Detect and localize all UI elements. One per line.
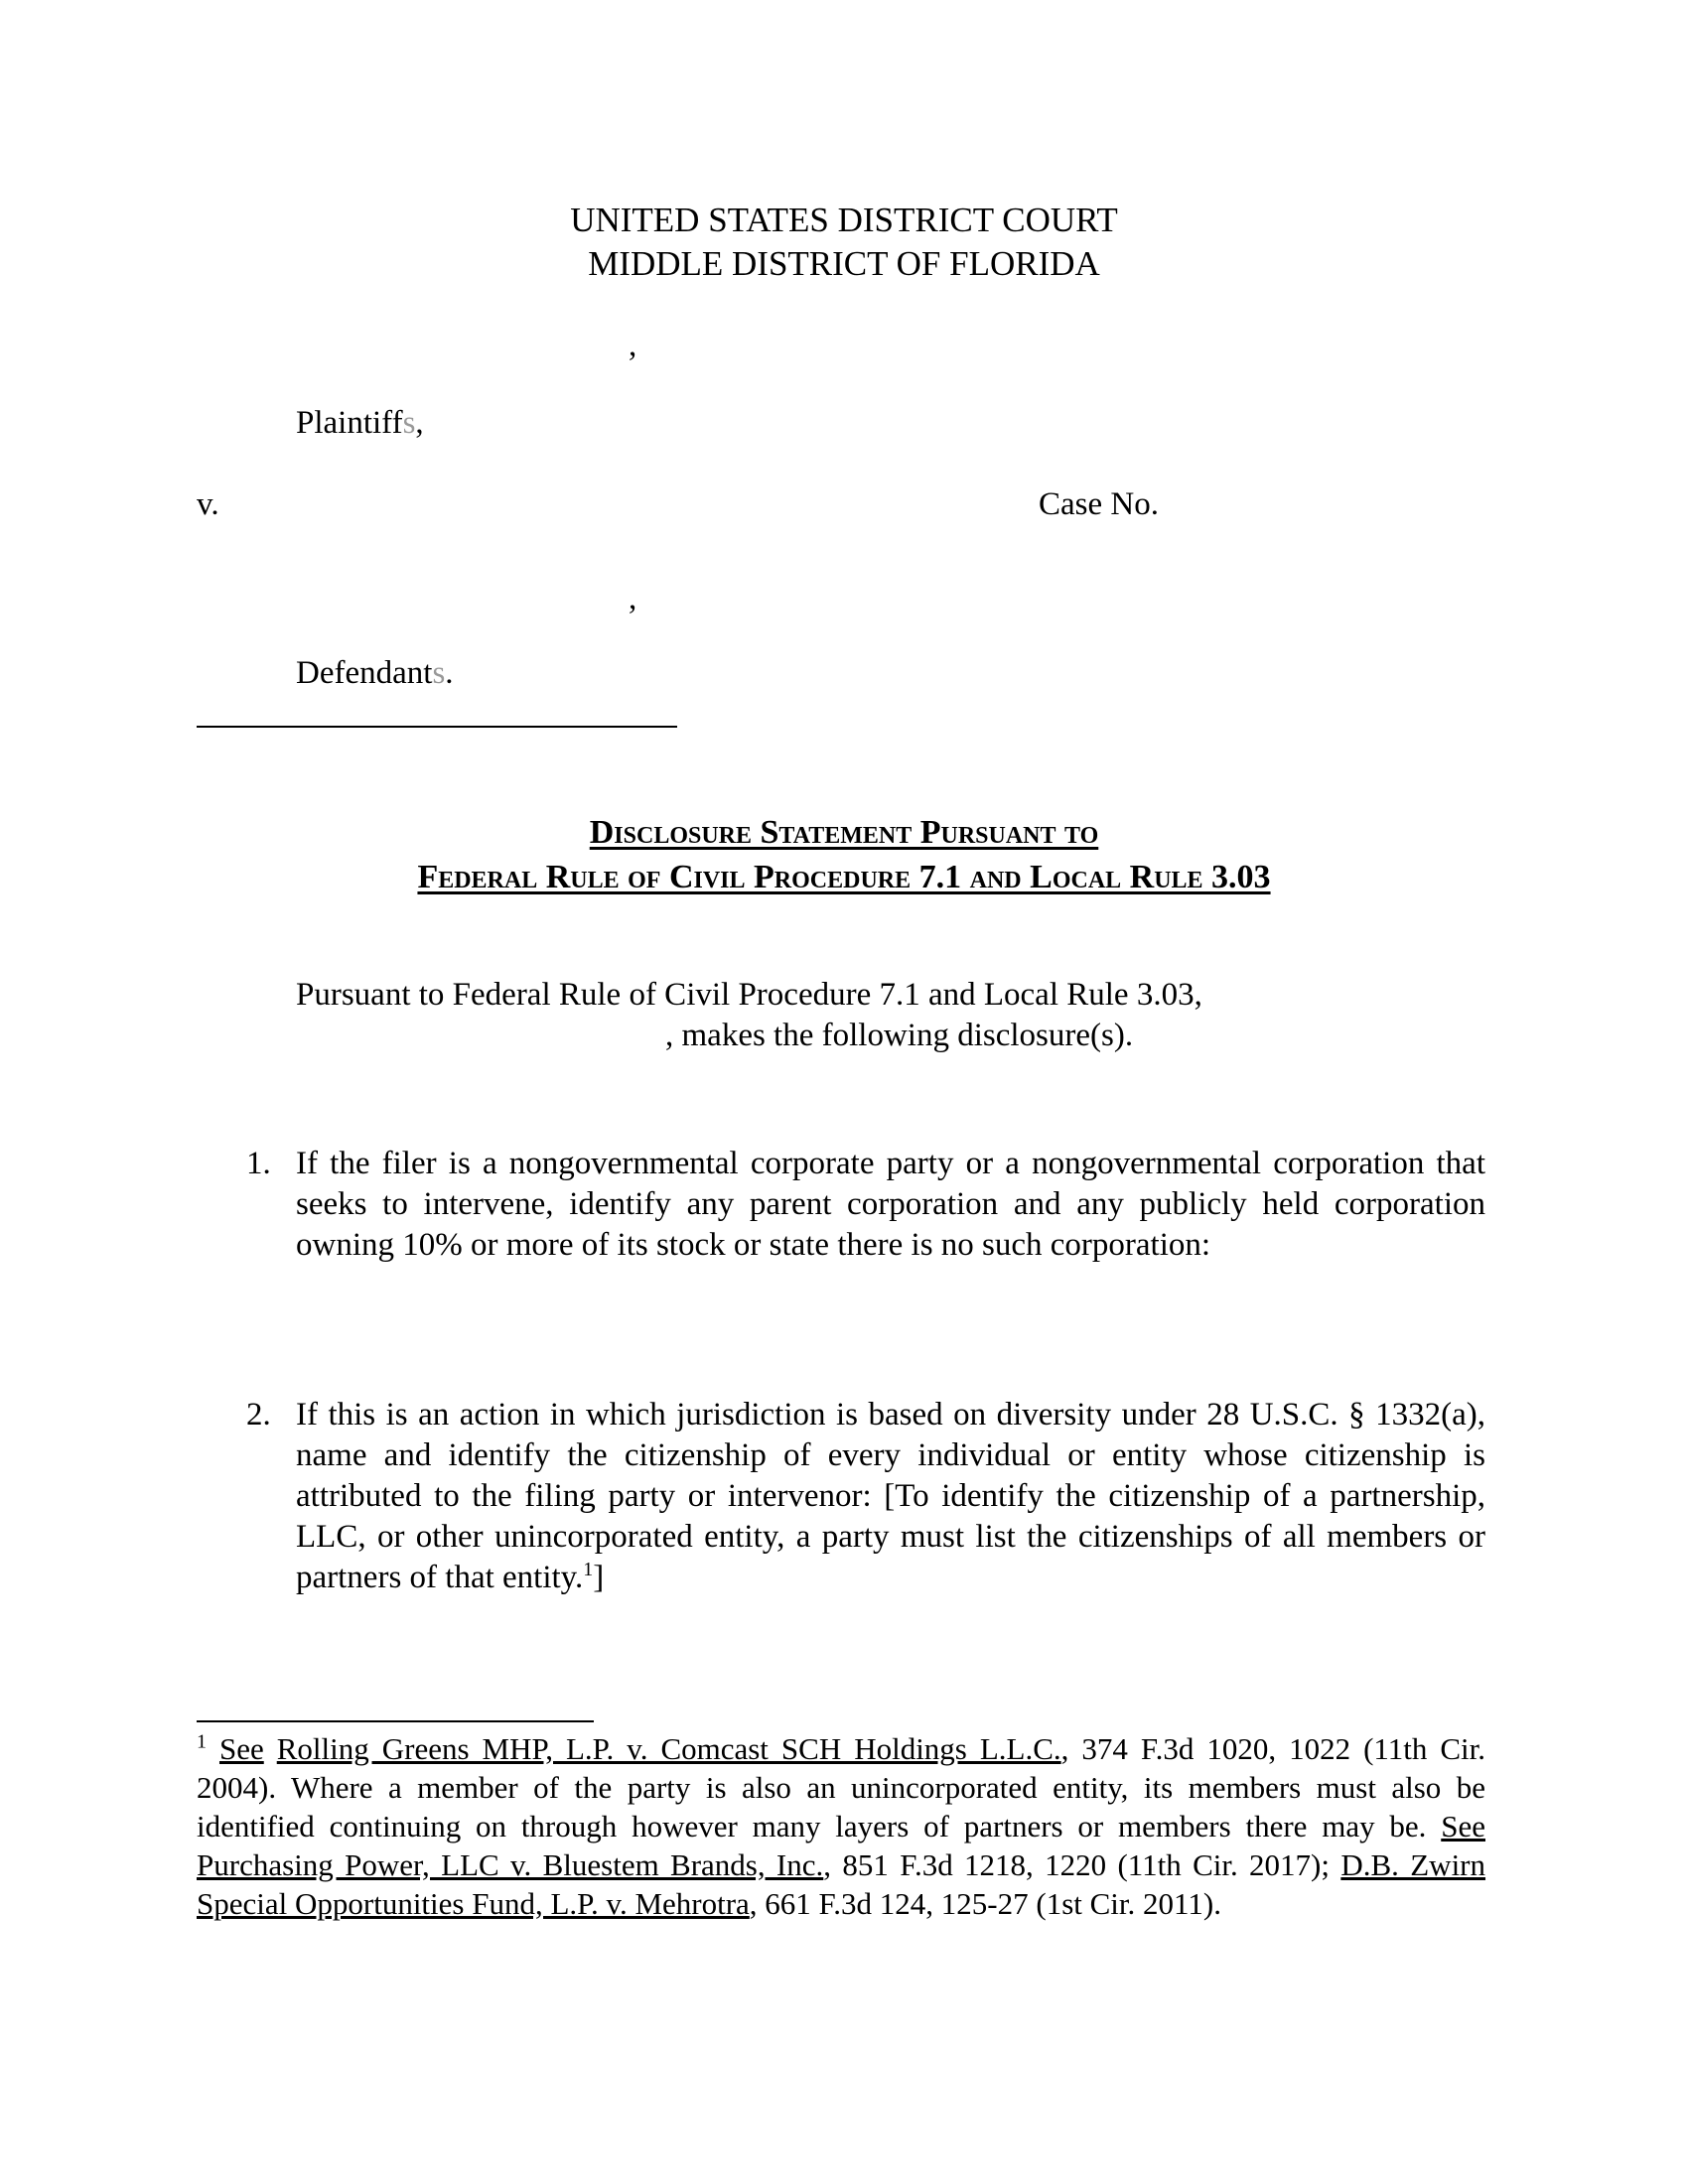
defendants-plural-suffix: s [432, 655, 446, 691]
item-text: If the filer is a nongovernmental corporate party or a nongovernmental corporation that seeks to intervene, identify any parent corporation and any publicly held corporation owning 10% or more of its stock or state there is no such corporation: [296, 1146, 1485, 1263]
footnote-reference: 1 [583, 1559, 594, 1580]
plaintiffs-label: Plaintiffs, [296, 405, 424, 441]
footnote-1: $^1$ See Rolling Greens MHP, L.P. v. Comcast SCH Holdings L.L.C., 374 F.3d 1020, 1022 (11th Cir. 2004). Where a member of the party is also an unincorporated entity, its members must also be identified continuing on through however many layers of partners or members there may be. See Purchasing Power, LLC v. Bluestem Brands, Inc., 851 F.3d 1218, 1220 (11th Cir. 2017); D.B. Zwirn Special Opportunities Fund, L.P. v. Mehrotra, 661 F.3d 124, 125-27 (1st Cir. 2011). [197, 1730, 1486, 1921]
footnote-marker: 1 [197, 1730, 207, 1753]
disclosure-item-2 [246, 1395, 1485, 1598]
case-name-purchasing-power: Purchasing Power, LLC v. Bluestem Brands, Inc. [197, 1847, 824, 1882]
case-name-rolling-greens: Rolling Greens MHP, L.P. v. Comcast SCH Holdings L.L.C. [276, 1731, 1061, 1766]
footnote-separator [197, 1720, 594, 1722]
plaintiffs-plural-suffix: s [402, 405, 416, 441]
item-text: If this is an action in which jurisdiction is based on diversity under 28 U.S.C. § 1332(a), name and identify the citizenship of every individual or entity whose citizenship is attributed to the filing party or intervenor: [To identify the citizenship of a partnership, LLC, or other unincorporated entity, a party must list the citizenships of all members or partners of that entity.$^1$] [296, 1397, 1485, 1595]
plaintiff-name-comma: , [629, 328, 637, 363]
versus-label: v. [197, 486, 219, 522]
document-title-line2: Federal Rule of Civil Procedure 7.1 and Local Rule 3.03 [417, 859, 1271, 895]
defendant-name-comma: , [629, 581, 637, 616]
intro-line1: Pursuant to Federal Rule of Civil Procedure 7.1 and Local Rule 3.03, [296, 977, 1202, 1013]
document-title-line1: Disclosure Statement Pursuant to [589, 814, 1099, 851]
item-number: 2. [246, 1397, 271, 1433]
court-name-line2: MIDDLE DISTRICT OF FLORIDA [588, 244, 1100, 283]
case-name-zwirn: D.B. Zwirn Special Opportunities Fund, L.P. v. Mehrotra [197, 1847, 1486, 1921]
item-number: 1. [246, 1146, 271, 1181]
disclosure-item-1 [246, 1144, 1485, 1266]
court-name-line1: UNITED STATES DISTRICT COURT [570, 201, 1118, 239]
signal-see: See [1441, 1809, 1485, 1843]
caption-divider [197, 726, 677, 728]
signal-see: See [218, 1731, 264, 1766]
case-number-label: Case No. [1039, 486, 1159, 522]
intro-line2: , makes the following disclosure(s). [665, 1018, 1134, 1053]
defendants-label: Defendants. [296, 655, 454, 691]
